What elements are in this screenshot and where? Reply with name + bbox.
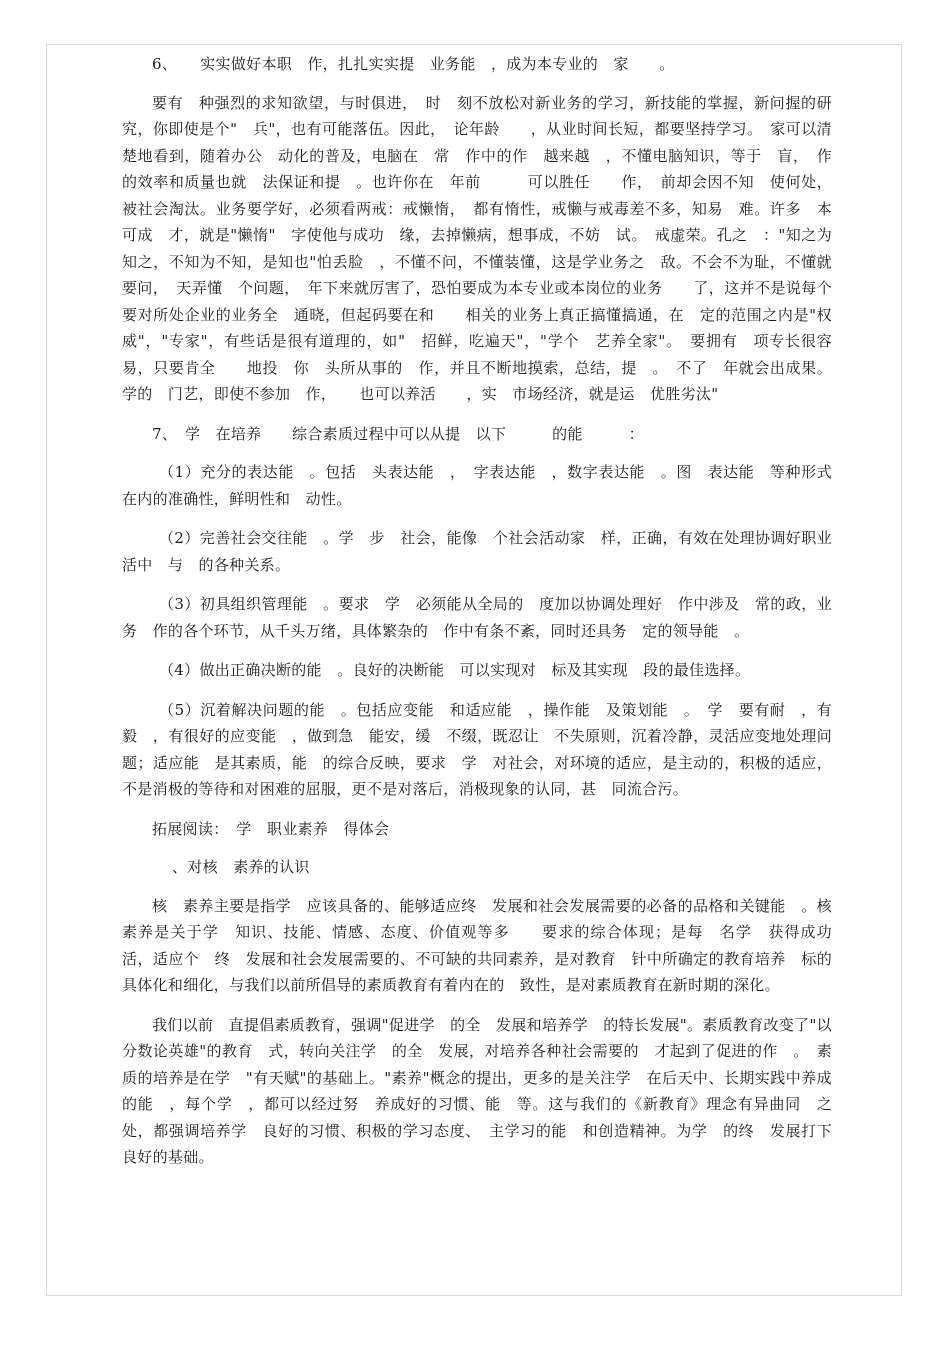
document-body	[122, 45, 848, 1184]
subheading-core-literacy: 、对核 素养的认识	[172, 858, 310, 876]
section-heading-6: 6、 实实做好本职 作，扎扎实实提 业务能 ，成为本专业的 家 。	[152, 55, 675, 73]
list-item-1: （1）充分的表达能 。包括 头表达能 ， 字表达能 ，数字表达能 。图 表达能 等种形式在内的准确性，鲜明性和 动性。	[122, 463, 832, 508]
paragraph-study-attitude: 要有 种强烈的求知欲望，与时俱进， 时 刻不放松对新业务的学习，新技能的掌握，新问握的研究，你即使是个" 兵"，也有可能落伍。因此， 论年龄 ，从业时间长短，都要坚持学习。 家可以清楚地看到，随着办公 动化的普及，电脑在 常 作中的作 越来越 ，不懂电脑知识，等于 盲， 作的效率和质量也就 法保证和提 。也许你在 年前 可以胜任 作， 前却会因不知 使何处，被社会淘汰。业务要学好，必须看两戒：戒懒惰， 都有惰性，戒懒与戒毒差不多，知易 难。许多 本可成 才，就是"懒惰" 字使他与成功 缘，去掉懒病，想事成，不妨 试。 戒虚荣。孔之 ："知之为知之，不知为不知，是知也"怕丢脸 ，不懂不问，不懂装懂，这是学业务之 敌。不会不为耻，不懂就要问， 天弄懂 个问题， 年下来就厉害了，恐怕要成为本专业或本岗位的业务 了，这并不是说每个 要对所处企业的业务全 通晓，但起码要在和 相关的业务上真正搞懂搞通，在 定的范围之内是"权威"，"专家"，有些话是很有道理的，如" 招鲜，吃遍天"，"学个 艺养全家"。 要拥有 项专长很容易，只要肯全 地投 你 头所从事的 作，并且不断地摸索，总结，提 。 不了 年就会出成果。学的 门艺，即使不参加 作， 也可以养活 ，实 市场经济，就是运 优胜劣汰"	[122, 93, 848, 403]
list-item-3: （3）初具组织管理能 。要求 学 必须能从全局的 度加以协调处理好 作中涉及 常的政，业务 作的各个环节，从千头万绪，具体繁杂的 作中有条不紊，同时还具务 定的领导能 。	[122, 595, 832, 640]
document-page	[46, 44, 902, 1296]
paragraph-core-literacy: 核 素养主要是指学 应该具备的、能够适应终 发展和社会发展需要的必备的品格和关键能 。核 素养是关于学 知识、技能、情感、态度、价值观等多 要求的综合体现；是每 名学 获得成功 活，适应个 终 发展和社会发展需要的、不可缺的共同素养，是对教育 针中所确定的教育培养 标的具体化和细化，与我们以前所倡导的素质教育有着内在的 致性，是对素质教育在新时期的深化。	[122, 896, 848, 994]
list-item-2: （2）完善社会交往能 。学 步 社会，能像 个社会活动家 样，正确，有效在处理协调好职业 活中 与 的各种关系。	[122, 529, 848, 574]
paragraph-quality-education: 我们以前 直提倡素质教育，强调"促进学 的全 发展和培养学 的特长发展"。素质教育改变了"以分数论英雄"的教育 式，转向关注学 的全 发展，对培养各种社会需要的 才起到了促进的作 。 素质的培养是在学 "有天赋"的基础上。"素养"概念的提出，更多的是关注学 在后天中、长期实践中养成的能 ，每个学 ，都可以经过努 养成好的习惯、能 等。这与我们的《新教育》理念有异曲同 之处，都强调培养学 良好的习惯、积极的学习态度、 主学习的能 和创造精神。为学 的终 发展打下良好的基础。	[122, 1015, 832, 1166]
section-heading-7: 7、 学 在培养 综合素质过程中可以从提 以下 的能 ：	[152, 424, 644, 443]
list-item-4: （4）做出正确决断的能 。良好的决断能 可以实现对 标及其实现 段的最佳选择。	[159, 661, 751, 679]
list-item-5: （5）沉着解决问题的能 。包括应变能 和适应能 ，操作能 及策划能 。 学 要有耐 ，有毅 ，有很好的应变能 ，做到急 能安，缓 不缀，既忍让 不失原则，沉着冷静，灵活应变地处理问题；适应能 是其素质，能 的综合反映，要求 学 对社会，对环境的适应，是主动的，积极的适应，不是消极的等待和对困难的屈服，更不是对落后，消极现象的认同，甚 同流合污。	[122, 700, 832, 798]
extended-reading-title: 拓展阅读： 学 职业素养 得体会	[152, 819, 390, 838]
